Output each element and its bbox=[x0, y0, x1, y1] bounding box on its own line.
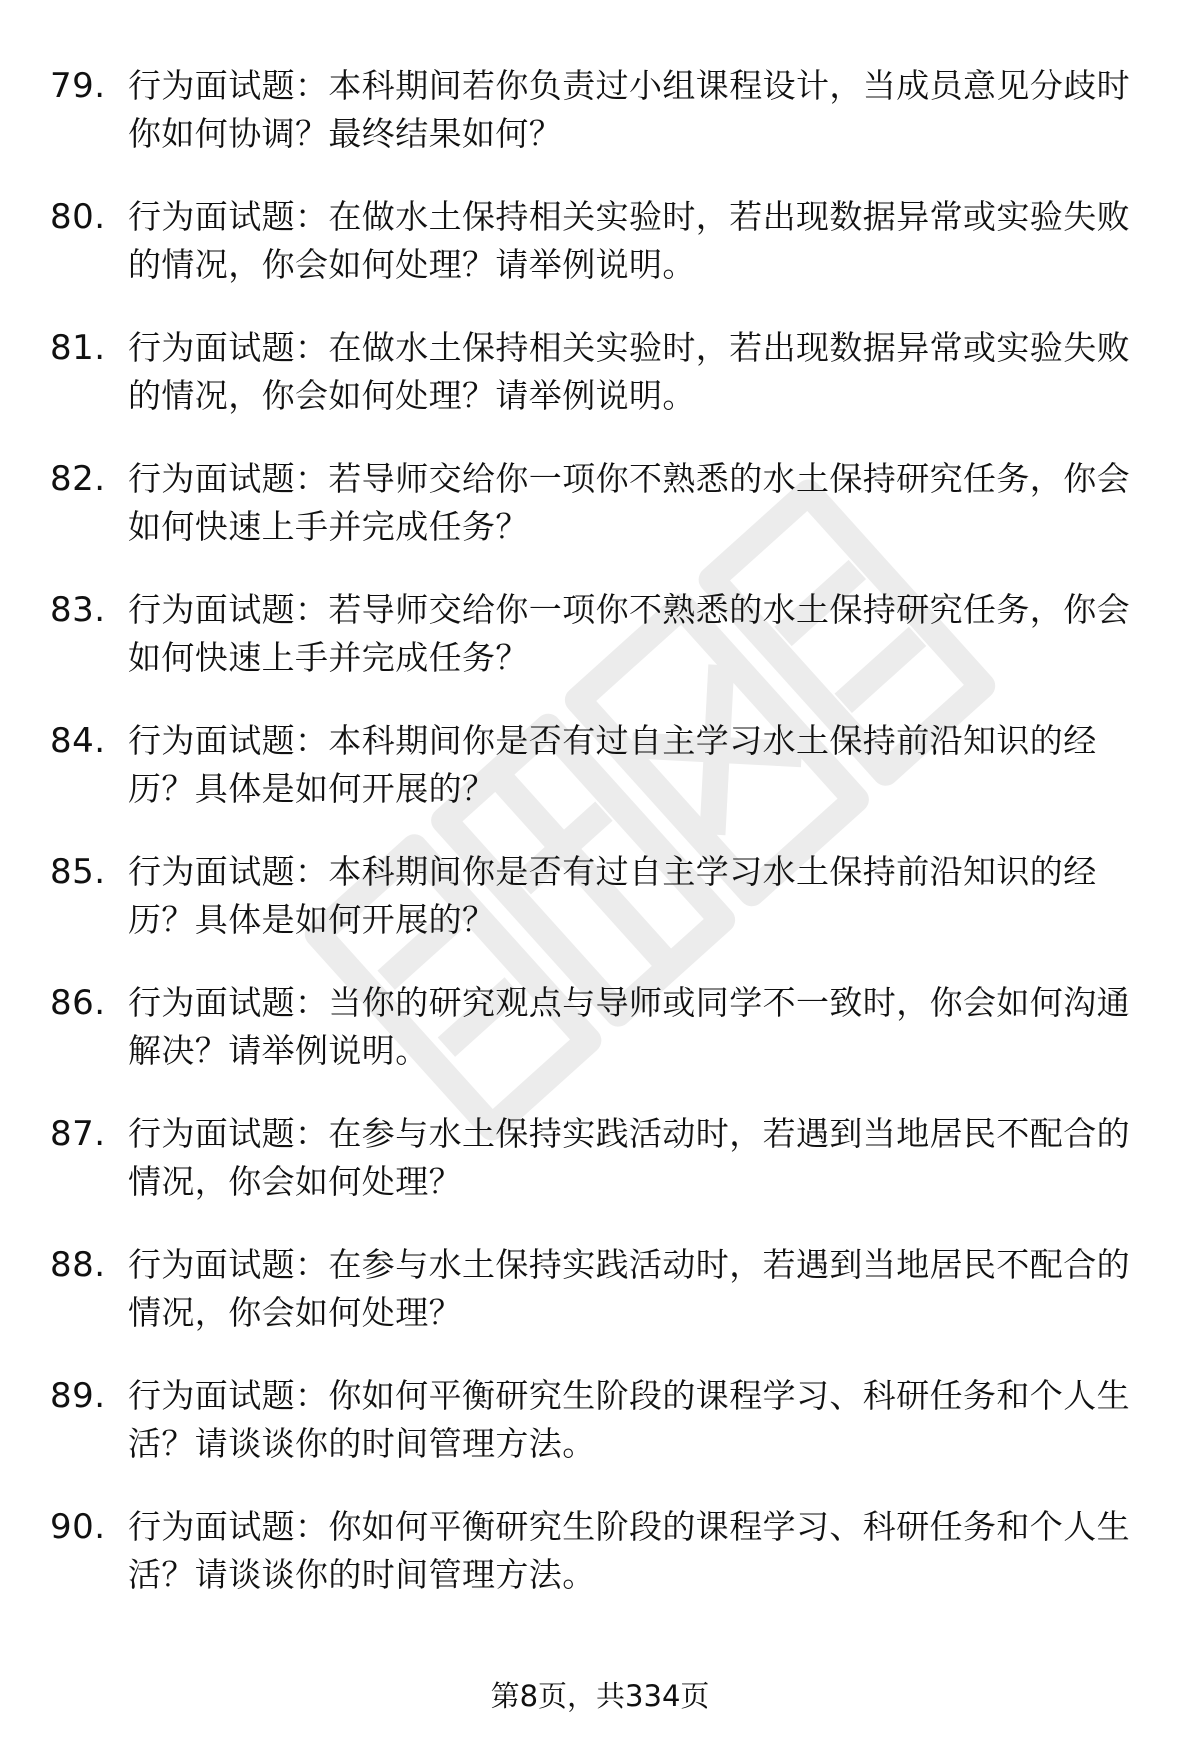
question-text: 行为面试题：你如何平衡研究生阶段的课程学习、科研任务和个人生活？请谈谈你的时间管理方法。 bbox=[128, 1376, 1130, 1463]
question-text: 行为面试题：在参与水土保持实践活动时，若遇到当地居民不配合的情况，你会如何处理？ bbox=[128, 1245, 1130, 1332]
question-item bbox=[50, 586, 1140, 717]
question-text: 行为面试题：在做水土保持相关实验时，若出现数据异常或实验失败的情况，你会如何处理？请举例说明。 bbox=[128, 197, 1130, 284]
question-item bbox=[50, 1503, 1140, 1634]
question-number: 79. bbox=[50, 66, 106, 106]
question-number: 86. bbox=[50, 983, 106, 1023]
question-list bbox=[50, 62, 1140, 1634]
question-item bbox=[50, 717, 1140, 848]
question-item bbox=[50, 1241, 1140, 1372]
question-number: 81. bbox=[50, 328, 106, 368]
question-text: 行为面试题：在做水土保持相关实验时，若出现数据异常或实验失败的情况，你会如何处理？请举例说明。 bbox=[128, 328, 1130, 415]
question-text: 行为面试题：你如何平衡研究生阶段的课程学习、科研任务和个人生活？请谈谈你的时间管理方法。 bbox=[128, 1507, 1130, 1594]
question-text: 行为面试题：当你的研究观点与导师或同学不一致时，你会如何沟通解决？请举例说明。 bbox=[128, 983, 1130, 1070]
question-item bbox=[50, 1372, 1140, 1503]
question-text: 行为面试题：本科期间你是否有过自主学习水土保持前沿知识的经历？具体是如何开展的？ bbox=[128, 721, 1097, 808]
question-item bbox=[50, 848, 1140, 979]
question-number: 88. bbox=[50, 1245, 106, 1285]
question-number: 85. bbox=[50, 852, 106, 892]
question-item bbox=[50, 455, 1140, 586]
question-text: 行为面试题：本科期间若你负责过小组课程设计，当成员意见分歧时你如何协调？最终结果如何？ bbox=[128, 66, 1130, 153]
question-item bbox=[50, 193, 1140, 324]
question-number: 87. bbox=[50, 1114, 106, 1154]
question-item bbox=[50, 62, 1140, 193]
question-text: 行为面试题：本科期间你是否有过自主学习水土保持前沿知识的经历？具体是如何开展的？ bbox=[128, 852, 1097, 939]
question-item bbox=[50, 1110, 1140, 1241]
question-item bbox=[50, 979, 1140, 1110]
question-number: 83. bbox=[50, 590, 106, 630]
question-text: 行为面试题：若导师交给你一项你不熟悉的水土保持研究任务，你会如何快速上手并完成任务？ bbox=[128, 590, 1130, 677]
question-item bbox=[50, 324, 1140, 455]
question-number: 82. bbox=[50, 459, 106, 499]
question-text: 行为面试题：若导师交给你一项你不熟悉的水土保持研究任务，你会如何快速上手并完成任务？ bbox=[128, 459, 1130, 546]
question-number: 84. bbox=[50, 721, 106, 761]
question-text: 行为面试题：在参与水土保持实践活动时，若遇到当地居民不配合的情况，你会如何处理？ bbox=[128, 1114, 1130, 1201]
question-number: 90. bbox=[50, 1507, 106, 1547]
page-footer: 第8页，共334页 bbox=[490, 1679, 710, 1713]
question-number: 89. bbox=[50, 1376, 106, 1416]
question-number: 80. bbox=[50, 197, 106, 237]
